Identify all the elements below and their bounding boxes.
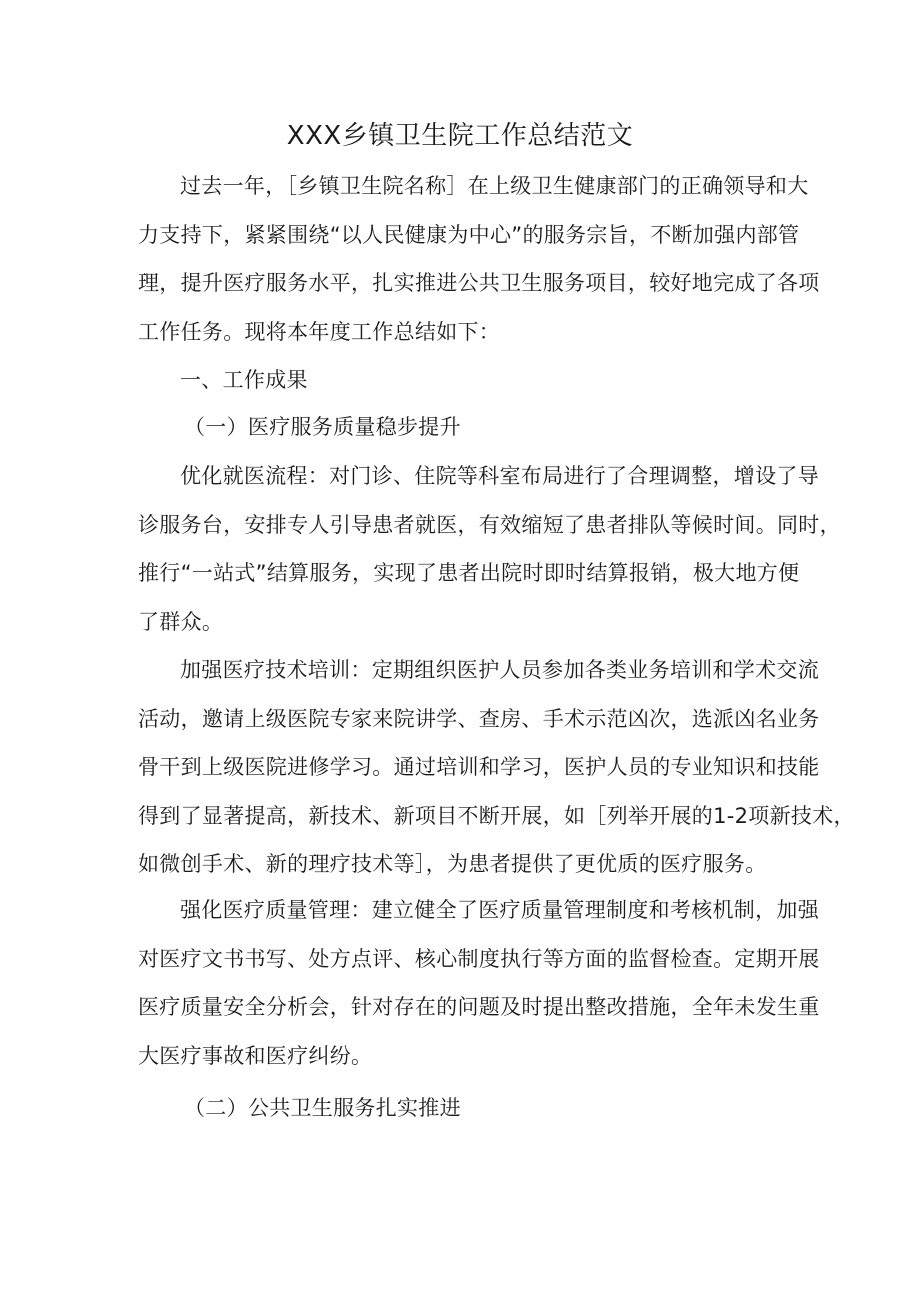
intro-line-2: 力支持下，紧紧围绕“以人民健康为中心”的服务宗旨，不断加强内部管	[138, 222, 800, 247]
process-line-1: 优化就医流程：对门诊、住院等科室布局进行了合理调整，增设了导	[180, 464, 819, 488]
process-line-4: 了群众。	[138, 609, 224, 634]
process-line-2: 诊服务台，安排专人引导患者就医，有效缩短了患者排队等候时间。同时，	[138, 512, 841, 537]
process-line-3: 推行“一站式”结算服务，实现了患者出院时即时结算报销，极大地方便	[138, 561, 800, 585]
quality-line-1: 强化医疗质量管理：建立健全了医疗质量管理制度和考核机制，加强	[180, 898, 819, 922]
section-1-heading: 一、工作成果	[180, 368, 308, 392]
paragraph-training	[138, 646, 855, 889]
subsection-2-heading: （二）公共卫生服务扎实推进	[184, 1096, 461, 1120]
quality-line-3: 医疗质量安全分析会，针对存在的问题及时提出整改措施，全年未发生重	[138, 995, 820, 1019]
subsection-1-heading: （一）医疗服务质量稳步提升	[184, 415, 461, 439]
training-line-2: 活动，邀请上级医院专家来院讲学、查房、手术示范凶次，选派凶名业务	[138, 706, 820, 731]
paragraph-process	[138, 452, 841, 646]
training-line-3: 骨干到上级医院进修学习。通过培训和学习，医护人员的专业知识和技能	[138, 755, 820, 779]
document-title: XXX乡镇卫生院工作总结范文	[286, 121, 634, 151]
training-line-5: 如微创手术、新的理疗技术等］，为患者提供了更优质的医疗服务。	[138, 852, 767, 876]
intro-line-4: 工作任务。现将本年度工作总结如下：	[138, 319, 501, 344]
quality-line-2: 对医疗文书书写、处方点评、核心制度执行等方面的监督检查。定期开展	[138, 946, 820, 971]
training-line-1: 加强医疗技术培训：定期组织医护人员参加各类业务培训和学术交流	[180, 658, 819, 682]
intro-line-1: 过去一年，［乡镇卫生院名称］在上级卫生健康部门的正确领导和大	[180, 174, 809, 198]
intro-line-3: 理，提升医疗服务水平，扎实推进公共卫生服务项目，较好地完成了各项	[138, 271, 820, 295]
quality-line-4: 大医疗事故和医疗纠纷。	[138, 1043, 373, 1068]
paragraph-quality	[138, 886, 820, 1080]
training-line-4: 得到了显著提高，新技术、新项目不断开展，如［列举开展的1-2项新技术，	[138, 803, 855, 828]
intro-paragraph	[138, 162, 820, 356]
